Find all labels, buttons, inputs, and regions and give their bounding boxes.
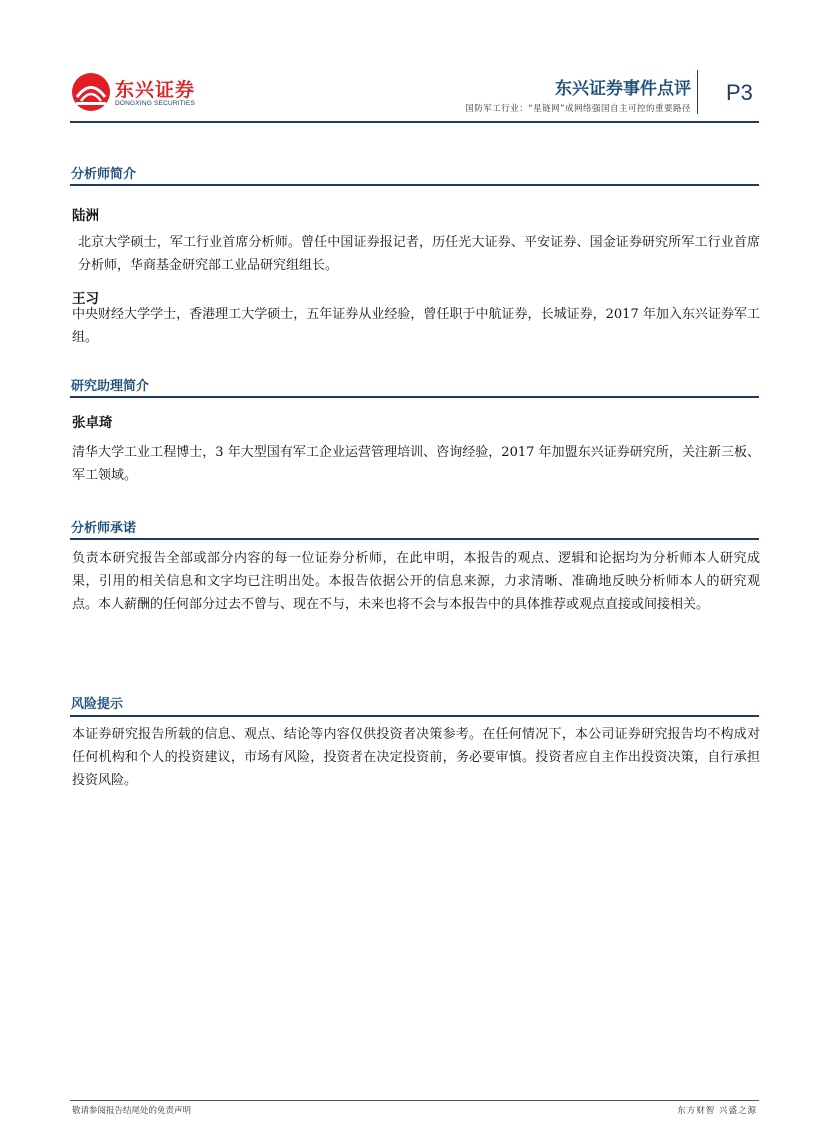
assistant-name: 张卓琦 (72, 415, 113, 431)
analyst-name: 王习 (72, 291, 99, 307)
page-number: P3 (726, 80, 753, 105)
section-title-analysts: 分析师简介 (71, 167, 137, 182)
section-title-risk: 风险提示 (71, 697, 124, 712)
header-divider (697, 70, 698, 114)
section-title-assistants: 研究助理简介 (71, 379, 150, 394)
dongxing-logo-icon (71, 72, 111, 112)
footer-slogan: 东方财智 兴盛之源 (677, 1106, 757, 1116)
section-rule (70, 538, 759, 540)
assistant-bio: 清华大学工业工程博士，3 年大型国有军工企业运营管理培训、咨询经验，2017 年加盟东兴证券研究所，关注新三板、军工领域。 (72, 445, 760, 483)
section-rule (70, 396, 759, 398)
analyst-bio: 中央财经大学学士，香港理工大学硕士，五年证券从业经验，曾任职于中航证券，长城证券，2017 年加入东兴证券军工组。 (72, 307, 760, 345)
logo-english-name: DONGXING SECURITIES (115, 100, 196, 107)
logo-chinese-name: 东兴证券 (115, 79, 196, 101)
section-rule (70, 184, 759, 186)
footer-rule (70, 1100, 759, 1101)
risk-text: 本证券研究报告所载的信息、观点、结论等内容仅供投资者决策参考。在任何情况下，本公司证券研究报告均不构成对任何机构和个人的投资建议，市场有风险，投资者在决定投资前，务必要审慎。投资者应自主作出投资决策，自行承担投资风险。 (72, 727, 760, 788)
commitment-text: 负责本研究报告全部或部分内容的每一位证券分析师，在此申明，本报告的观点、逻辑和论据均为分析师本人研究成果，引用的相关信息和文字均已注明出处。本报告依据公开的信息来源，力求清晰、准确地反映分析师本人的研究观点。本人薪酬的任何部分过去不曾与、现在不与，未来也将不会与本报告中的具体推荐或观点直接或间接相关。 (72, 551, 760, 612)
section-rule (70, 715, 759, 717)
report-subtitle: 国防军工行业：“星链网”成网络强国自主可控的重要路径 (465, 104, 691, 114)
section-title-commitment: 分析师承诺 (71, 521, 137, 536)
analyst-name: 陆洲 (72, 208, 99, 224)
header-rule (70, 121, 759, 123)
footer-disclaimer-note: 敬请参阅报告结尾处的免责声明 (72, 1106, 192, 1116)
analyst-bio: 北京大学硕士，军工行业首席分析师。曾任中国证券报记者，历任光大证券、平安证券、国金证券研究所军工行业首席分析师，华商基金研究部工业品研究组组长。 (78, 235, 760, 273)
report-type-title: 东兴证券事件点评 (555, 79, 691, 99)
company-logo (71, 72, 196, 114)
